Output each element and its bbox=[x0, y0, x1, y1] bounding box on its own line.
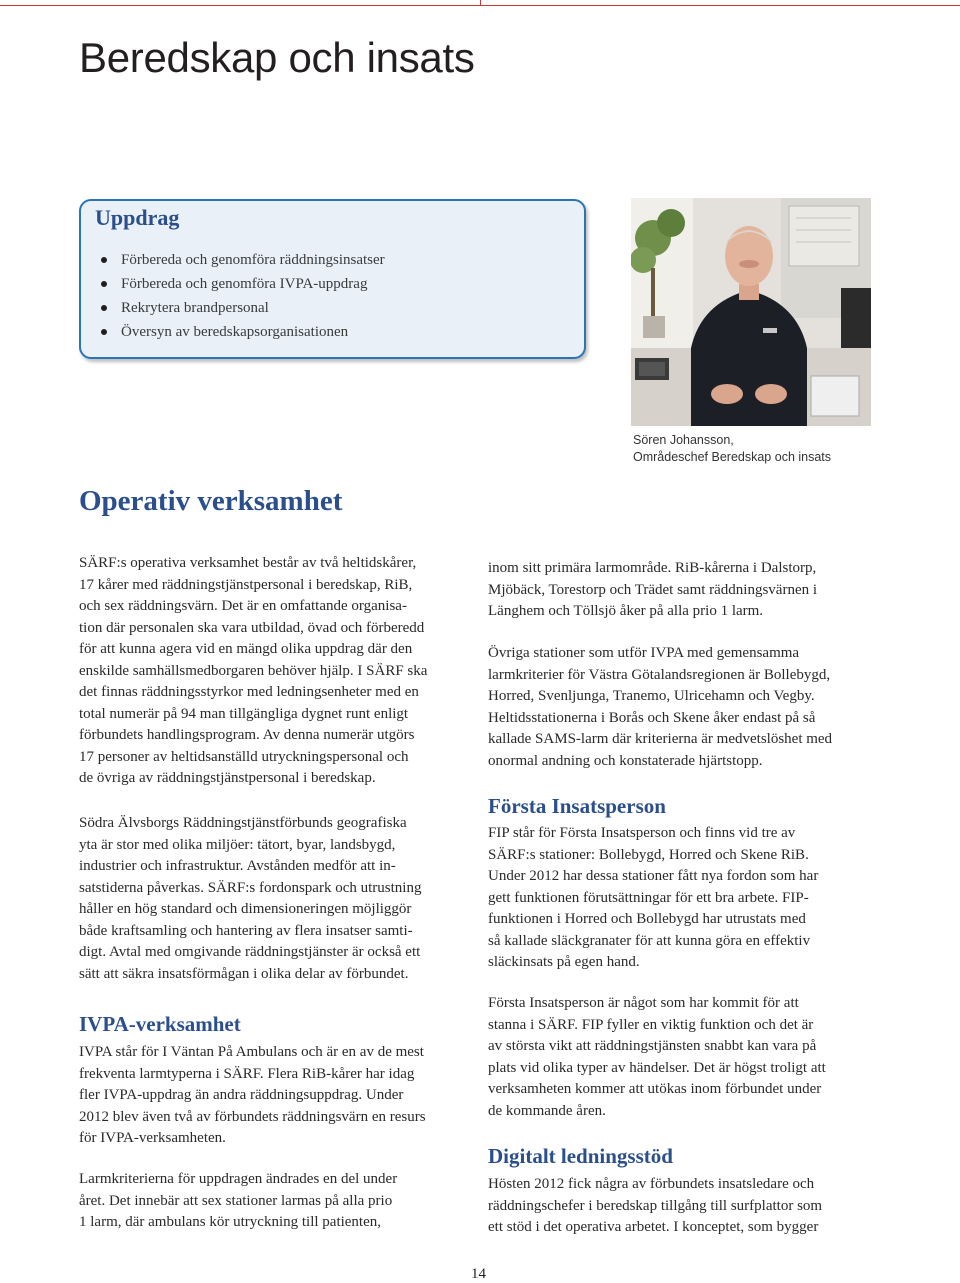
text-line: och sex räddningsvärn. Det är en omfattande organisa- bbox=[79, 598, 407, 614]
text-line: IVPA står för I Väntan På Ambulans och är en av de mest bbox=[79, 1044, 424, 1060]
page-number: 14 bbox=[471, 1266, 486, 1282]
text-line: Hösten 2012 fick några av förbundets insatsledare och bbox=[488, 1176, 815, 1192]
text-line: total numerär på 94 man tillgängliga dygnet runt enligt bbox=[79, 705, 409, 722]
text-line: Södra Älvsborgs Räddningstjänstförbunds geografiska bbox=[79, 815, 407, 831]
text-line: förbundets handlingsprogram. Av denna numerär utgörs bbox=[79, 727, 415, 743]
mission-item-text: Rekrytera brandpersonal bbox=[121, 300, 269, 316]
text-line: plats vid olika typer av händelser. Det är högst troligt att bbox=[488, 1059, 826, 1076]
text-line: larmkriterier för Västra Götalandsregionen är Bollebygd, bbox=[488, 666, 831, 683]
text-line: SÄRF:s stationer: Bollebygd, Horred och Skene RiB. bbox=[488, 846, 809, 863]
text-line: Mjöbäck, Torestorp och Trädet samt räddningsvärnen i bbox=[488, 581, 818, 598]
photo-caption bbox=[633, 432, 831, 466]
text-line: det finnas räddningsstyrkor med ledningsenheter med en bbox=[79, 684, 419, 700]
portrait-photo bbox=[631, 198, 871, 426]
text-line: sätt att säkra insatsförmågan i olika delar av förbundet. bbox=[79, 965, 409, 982]
ivpa-paragraph-2 bbox=[79, 1169, 397, 1234]
fip-paragraph-2 bbox=[488, 993, 826, 1122]
text-line: Under 2012 har dessa stationer fått nya fordon som har bbox=[488, 868, 819, 884]
text-line: onormal andning och konstaterade hjärtstopp. bbox=[488, 752, 763, 769]
ivpa-paragraph-1 bbox=[79, 1042, 426, 1150]
text-line: Horred, Svenljunga, Tranemo, Ulricehamn och Vegby. bbox=[488, 688, 815, 704]
text-line: Länghem och Töllsjö åker på alla prio 1 larm. bbox=[488, 603, 764, 619]
caption-name: Sören Johansson, bbox=[633, 433, 734, 447]
text-line: Första Insatsperson är något som har kommit för att bbox=[488, 995, 799, 1011]
text-line: håller en hög standard och dimensioneringen möjliggör bbox=[79, 901, 412, 917]
text-line: stanna i SÄRF. FIP fyller en viktig funktion och det är bbox=[488, 1016, 814, 1033]
section-heading-operativ: Operativ verksamhet bbox=[79, 485, 343, 517]
ivpa-continued-paragraph-1 bbox=[488, 558, 817, 623]
mission-heading: Uppdrag bbox=[95, 205, 180, 230]
page-title: Beredskap och insats bbox=[79, 34, 475, 81]
text-line: frekventa larmtyperna i SÄRF. Flera RiB-kårer har idag bbox=[79, 1065, 415, 1082]
text-line: släckinsats på egen hand. bbox=[488, 954, 640, 970]
section-heading-digital: Digitalt ledningsstöd bbox=[488, 1144, 673, 1168]
text-line: 17 personer av heltidsanställd utryckningspersonal och bbox=[79, 748, 409, 765]
text-line: digt. Avtal med omgivande räddningstjänster är också ett bbox=[79, 944, 421, 960]
text-line: gett funktionen förutsättningar för ett bra arbete. FIP- bbox=[488, 889, 809, 906]
section-heading-fip: Första Insatsperson bbox=[488, 794, 666, 818]
text-line: tion där personalen ska vara utbildad, övad och förberedd bbox=[79, 619, 425, 636]
ivpa-continued-paragraph-2 bbox=[488, 643, 832, 772]
mission-list-item bbox=[98, 320, 385, 344]
text-line: så kallade släckgranater för att kunna göra en effektiv bbox=[488, 932, 811, 949]
mission-item-text: Översyn av beredskapsorganisationen bbox=[121, 324, 349, 340]
text-line: för att kunna agera vid en mängd olika uppdrag där den bbox=[79, 641, 413, 657]
mission-list-item bbox=[98, 296, 385, 320]
text-line: 17 kårer med räddningstjänstpersonal i beredskap, RiB, bbox=[79, 576, 413, 593]
top-rule-tick bbox=[480, 0, 481, 6]
mission-list-item bbox=[98, 272, 385, 296]
text-line: räddningschefer i beredskap tillgång till surfplattor som bbox=[488, 1197, 823, 1214]
text-line: Heltidsstationerna i Borås och Skene åker endast på så bbox=[488, 709, 816, 726]
bullet-icon bbox=[101, 329, 107, 335]
mission-list bbox=[98, 248, 385, 344]
text-line: SÄRF:s operativa verksamhet består av två heltidskårer, bbox=[79, 555, 417, 571]
text-line: 1 larm, där ambulans kör utryckning till patienten, bbox=[79, 1214, 382, 1230]
text-line: året. Det innebär att sex stationer larmas på alla prio bbox=[79, 1192, 393, 1209]
mission-item-text: Förbereda och genomföra räddningsinsatser bbox=[121, 252, 385, 268]
text-line: de övriga av räddningstjänstpersonal i beredskap. bbox=[79, 770, 376, 786]
text-line: enskilde samhällsmedborgaren behöver hjälp. I SÄRF ska bbox=[79, 662, 428, 679]
bullet-icon bbox=[101, 305, 107, 311]
text-line: industrier och infrastruktur. Avstånden medför att in- bbox=[79, 858, 396, 874]
text-line: satstiderna påverkas. SÄRF:s fordonspark och utrustning bbox=[79, 879, 422, 896]
text-line: av största vikt att räddningstjänsten snabbt kan vara på bbox=[488, 1038, 817, 1054]
text-line: Övriga stationer som utför IVPA med gemensamma bbox=[488, 645, 800, 661]
text-line: 2012 blev även två av förbundets räddningsvärn en resurs bbox=[79, 1108, 426, 1125]
mission-box bbox=[79, 199, 586, 359]
text-line: verksamheten kommer att utökas inom förbundet under bbox=[488, 1081, 822, 1097]
bullet-icon bbox=[101, 281, 107, 287]
section-heading-ivpa: IVPA-verksamhet bbox=[79, 1012, 241, 1036]
text-line: inom sitt primära larmområde. RiB-kårerna i Dalstorp, bbox=[488, 560, 817, 576]
text-line: funktionen i Horred och Bollebygd har utrustats med bbox=[488, 911, 806, 927]
text-line: de kommande åren. bbox=[488, 1102, 606, 1119]
text-line: Larmkriterierna för uppdragen ändrades en del under bbox=[79, 1171, 398, 1187]
fip-paragraph-1 bbox=[488, 823, 818, 974]
text-line: både kraftsamling och hantering av flera insatser samti- bbox=[79, 922, 413, 939]
bullet-icon bbox=[101, 257, 107, 263]
text-line: ett stöd i det operativa arbetet. I konceptet, som bygger bbox=[488, 1219, 819, 1235]
mission-item-text: Förbereda och genomföra IVPA-uppdrag bbox=[121, 276, 368, 292]
text-line: fler IVPA-uppdrag än andra räddningsuppdrag. Under bbox=[79, 1087, 404, 1103]
operativ-paragraph-1 bbox=[79, 553, 427, 790]
caption-role: Områdeschef Beredskap och insats bbox=[633, 450, 832, 464]
text-line: för IVPA-verksamheten. bbox=[79, 1130, 226, 1146]
operativ-paragraph-2 bbox=[79, 813, 421, 985]
text-line: FIP står för Första Insatsperson och finns vid tre av bbox=[488, 825, 796, 841]
text-line: kallade SAMS-larm där kriterierna är medvetslöshet med bbox=[488, 731, 833, 747]
text-line: yta är stor med olika miljöer: tätort, byar, landsbygd, bbox=[79, 836, 396, 853]
digital-paragraph-1 bbox=[488, 1174, 822, 1239]
mission-list-item bbox=[98, 248, 385, 272]
